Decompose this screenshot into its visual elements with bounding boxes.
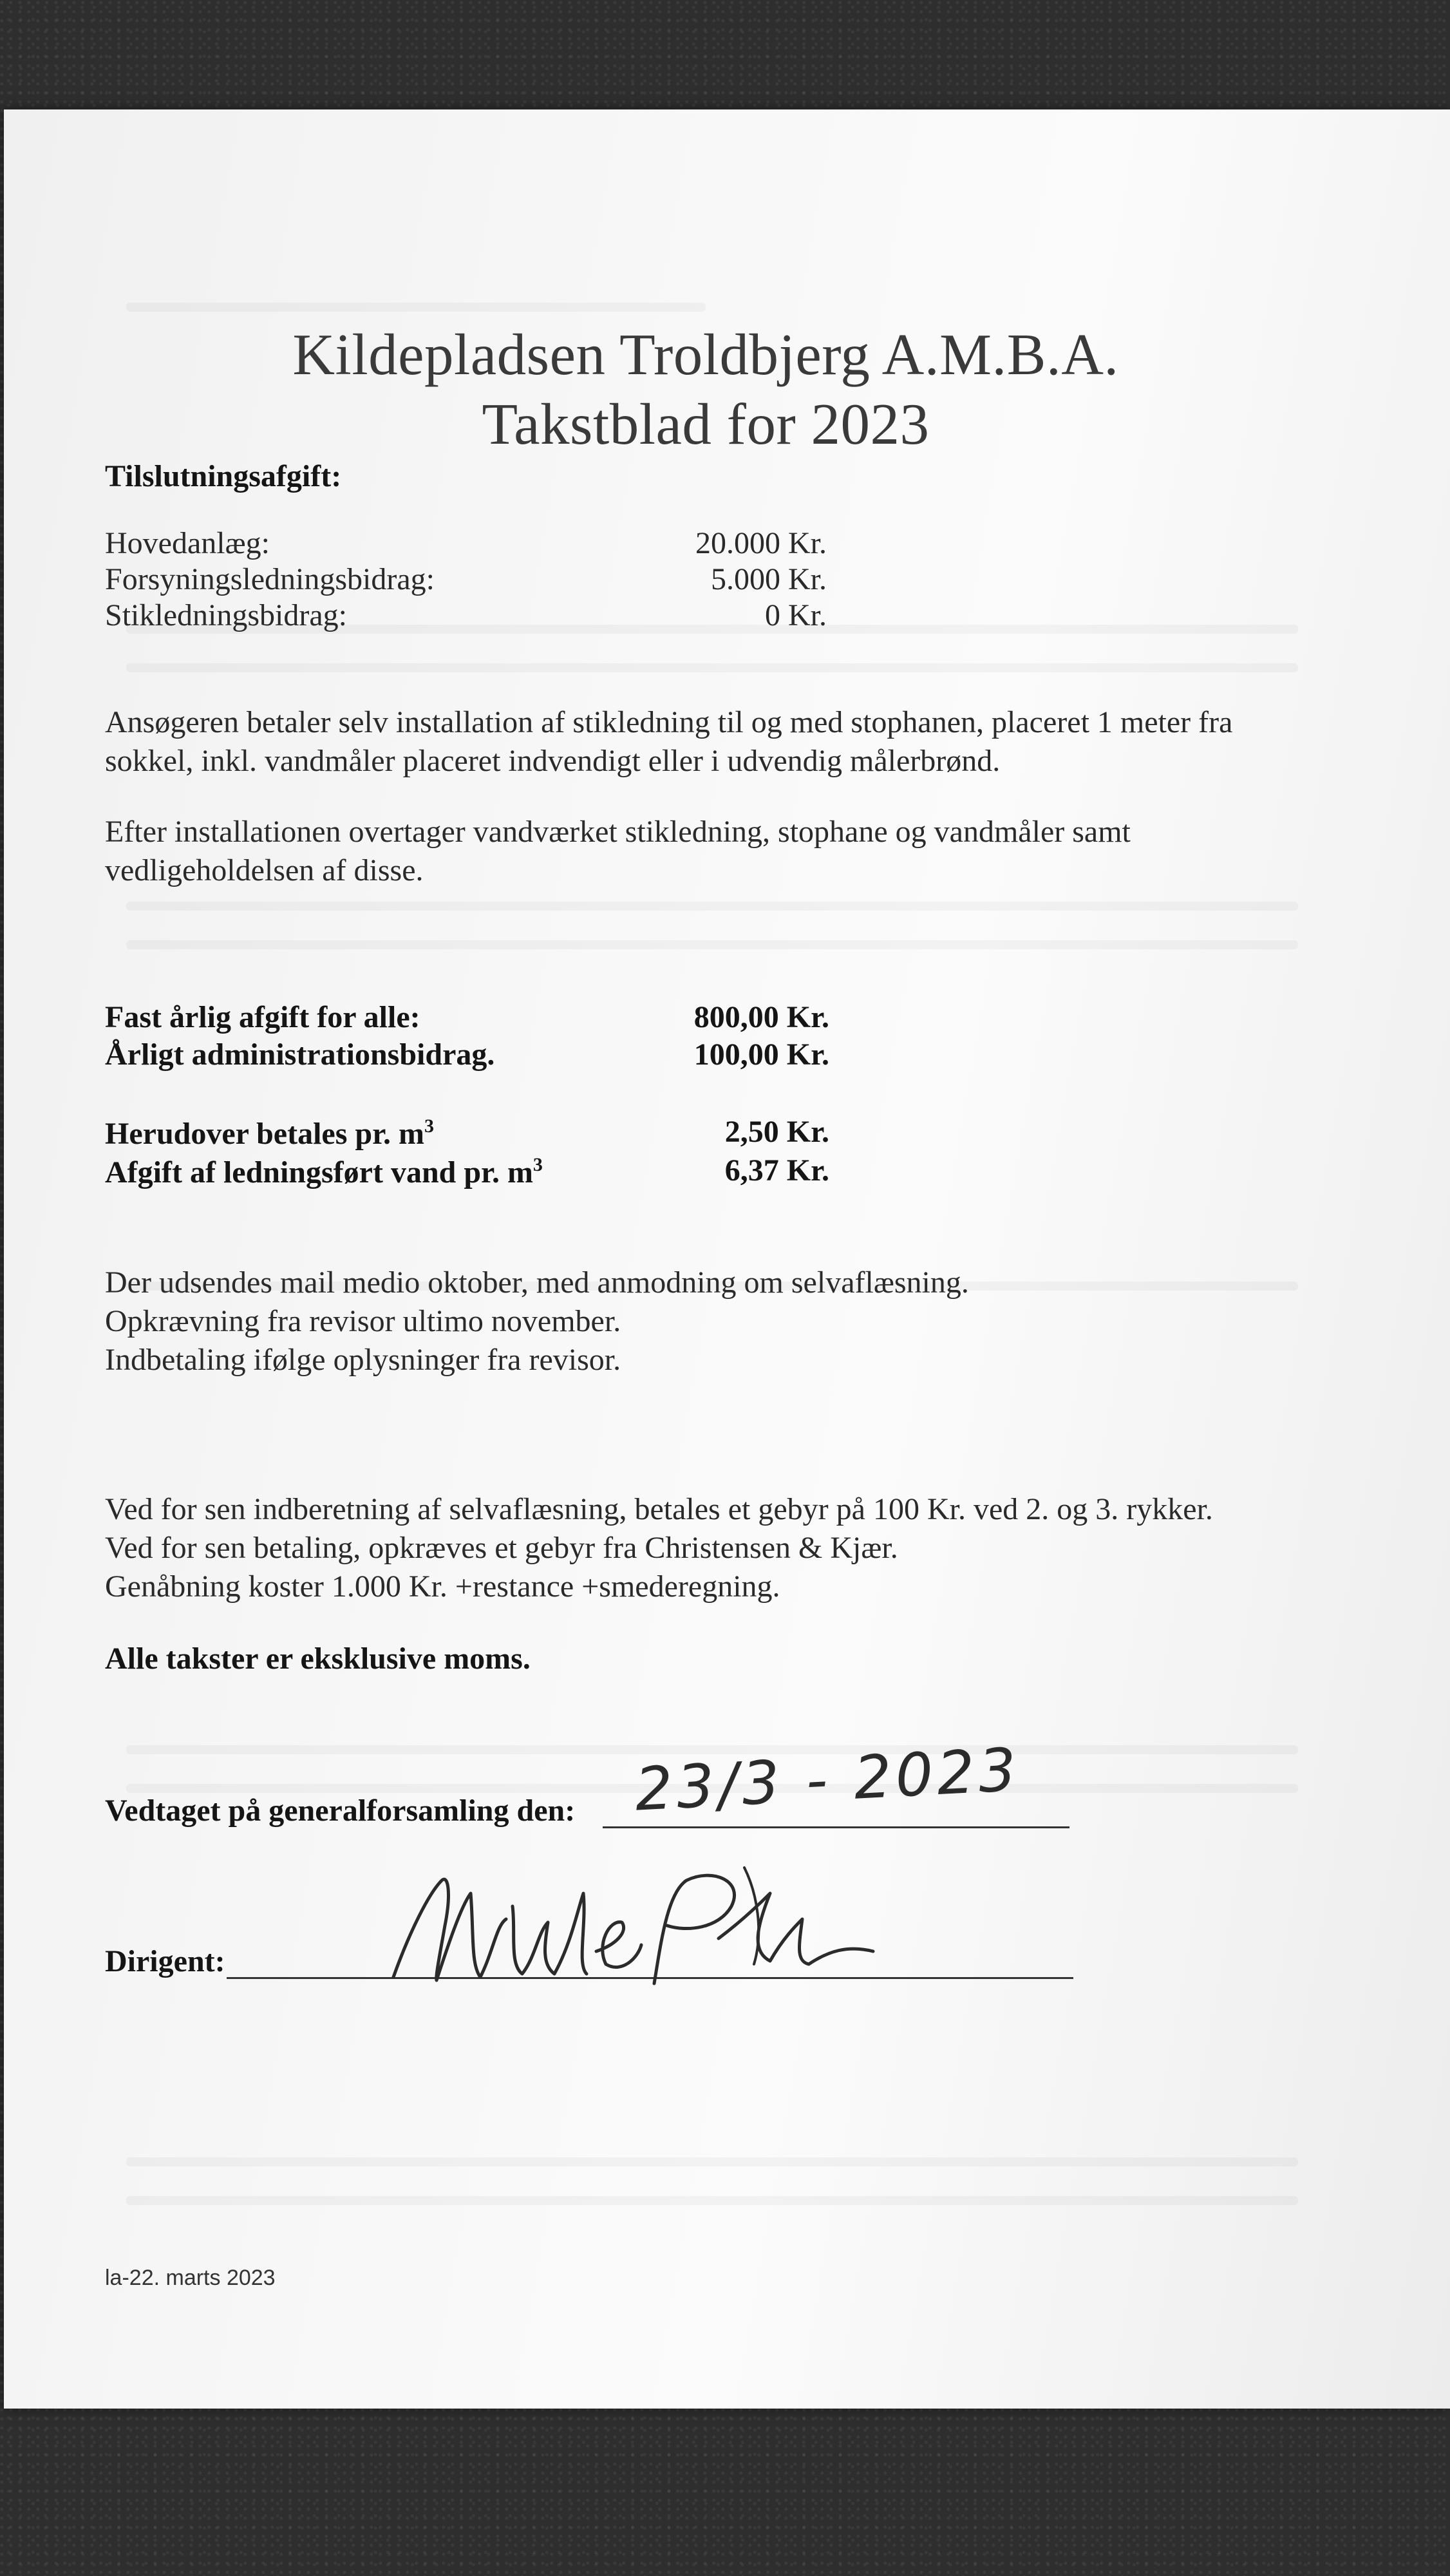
fee-label-service-line: Stikledningsbidrag:: [105, 598, 347, 632]
installation-paragraph-line: sokkel, inkl. vandmåler placeret indvendigt eller i udvendig målerbrønd.: [105, 744, 1001, 778]
takeover-paragraph-line: vedligeholdelsen af disse.: [105, 853, 424, 887]
bleed-through: [126, 2157, 1298, 2166]
fee-label-supply-line: Forsyningsledningsbidrag:: [105, 562, 435, 596]
adoption-date-line: [603, 1826, 1069, 1828]
connection-fee-heading: Tilslutningsafgift:: [105, 459, 342, 493]
adoption-label: Vedtaget på generalforsamling den:: [105, 1794, 576, 1828]
penalty-line: Ved for sen indberetning af selvaflæsning, betales et gebyr på 100 Kr. ved 2. og 3. rykker.: [105, 1492, 1213, 1526]
per-m3-amount: 2,50 Kr.: [724, 1115, 829, 1149]
admin-fee-amount: 100,00 Kr.: [693, 1037, 829, 1072]
annual-fee-amount: 800,00 Kr.: [693, 1000, 829, 1034]
billing-line: Der udsendes mail medio oktober, med anmodning om selvaflæsning.: [105, 1265, 969, 1300]
bleed-through: [126, 663, 1298, 672]
footer-date: la-22. marts 2023: [105, 2266, 276, 2290]
takeover-paragraph-line: Efter installationen overtager vandværket stikledning, stophane og vandmåler samt: [105, 815, 1131, 849]
bleed-through: [126, 303, 706, 312]
piped-water-fee-label: Afgift af ledningsført vand pr. $m^3$: [105, 1154, 543, 1189]
fee-amount-service-line: 0 Kr.: [765, 598, 827, 632]
fee-label-main-plant: Hovedanlæg:: [105, 526, 270, 560]
admin-fee-label: Årligt administrationsbidrag.: [105, 1037, 495, 1072]
vat-note: Alle takster er eksklusive moms.: [105, 1642, 531, 1676]
document-title: Kildepladsen Troldbjerg A.M.B.A.: [292, 322, 1119, 387]
billing-line: Indbetaling ifølge oplysninger fra revisor.: [105, 1343, 621, 1377]
signature-image: [384, 1855, 880, 2003]
bleed-through: [126, 2196, 1298, 2205]
billing-line: Opkrævning fra revisor ultimo november.: [105, 1304, 621, 1338]
penalty-line: Ved for sen betaling, opkræves et gebyr fra Christensen & Kjær.: [105, 1531, 898, 1565]
per-m3-label: Herudover betales pr. $m^3$: [105, 1115, 434, 1151]
fee-amount-main-plant: 20.000 Kr.: [695, 526, 827, 560]
penalty-line: Genåbning koster 1.000 Kr. +restance +smederegning.: [105, 1569, 780, 1604]
document-subtitle: Takstblad for 2023: [482, 392, 930, 457]
piped-water-fee-amount: 6,37 Kr.: [724, 1153, 829, 1188]
handwritten-date: 23/3 - 2023: [633, 1735, 1022, 1824]
fee-amount-supply-line: 5.000 Kr.: [711, 562, 827, 596]
annual-fee-label: Fast årlig afgift for alle:: [105, 1000, 420, 1034]
chairman-label: Dirigent:: [105, 1944, 225, 1978]
bleed-through: [126, 940, 1298, 949]
bleed-through: [126, 902, 1298, 911]
document-page: [4, 109, 1450, 2409]
installation-paragraph-line: Ansøgeren betaler selv installation af stikledning til og med stophanen, placeret 1 meter fra: [105, 705, 1233, 739]
